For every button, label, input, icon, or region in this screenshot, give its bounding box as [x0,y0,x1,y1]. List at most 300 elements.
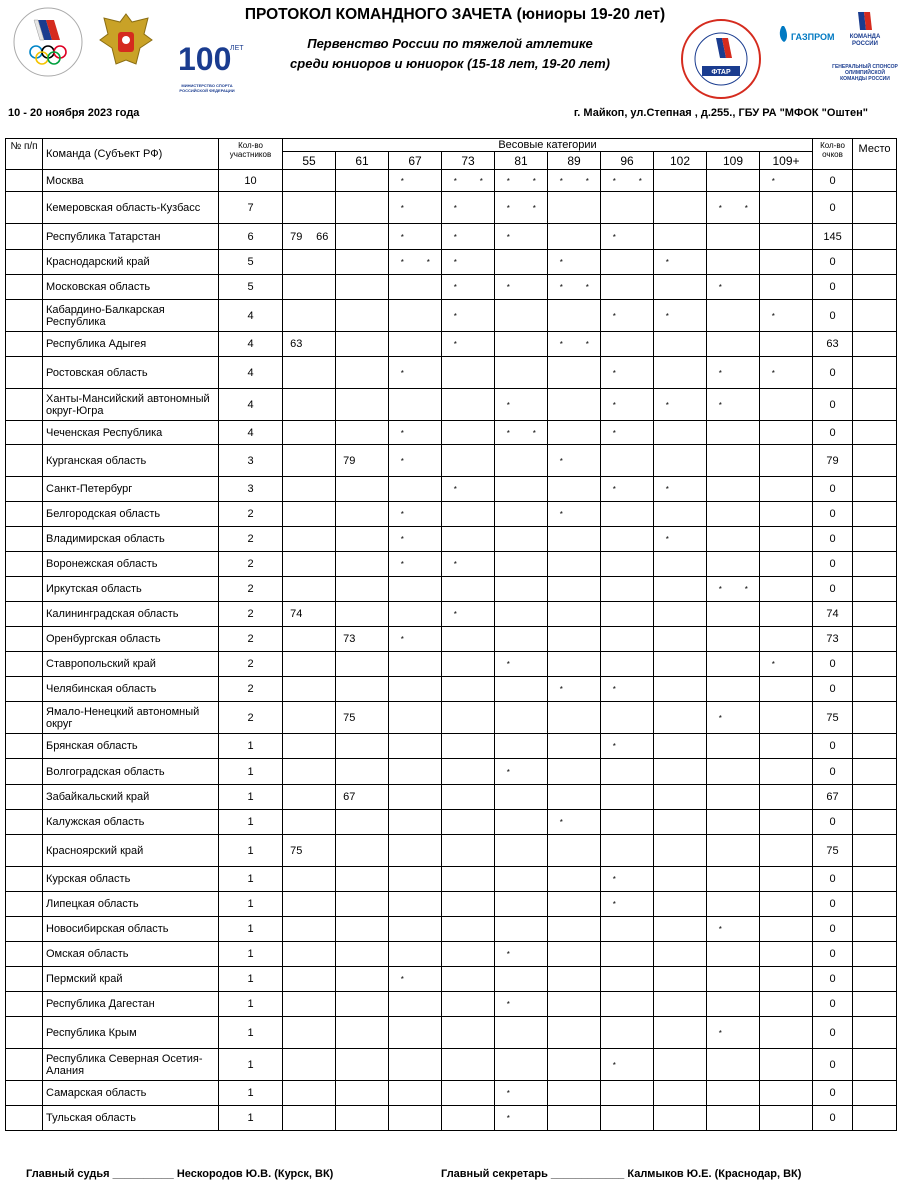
team-place [853,1017,897,1049]
participant-count: 7 [219,192,283,224]
category-cell [363,1017,389,1049]
weight-category-89: 89 [548,152,601,170]
category-cell [495,1017,522,1049]
participant-count: 2 [219,627,283,652]
category-cell [548,552,575,577]
category-cell [654,835,681,867]
category-cell [495,445,522,477]
category-cell [654,527,681,552]
category-cell [734,1017,760,1049]
category-cell [601,734,628,759]
category-cell [363,552,389,577]
category-cell [283,867,310,892]
category-cell [707,389,734,421]
participant-mark: * [612,900,616,909]
category-cell [787,942,813,967]
category-cell [522,734,548,759]
category-cell [548,1106,575,1131]
category-cell [575,527,601,552]
category-cell [522,967,548,992]
category-cell [310,602,336,627]
team-place [853,275,897,300]
category-cell [495,527,522,552]
category-cell [416,652,442,677]
category-cell [283,967,310,992]
category-cell [787,421,813,445]
category-cell [336,170,363,192]
category-cell [760,677,787,702]
category-cell [734,224,760,250]
category-cell [336,942,363,967]
category-cell [283,275,310,300]
russian-olympic-committee-logo [12,6,84,78]
participant-mark: * [453,340,457,349]
table-row [6,1017,897,1049]
category-cell [654,652,681,677]
row-number [6,835,43,867]
category-cell [283,477,310,502]
category-cell [283,677,310,702]
participant-mark: * [506,1114,510,1123]
team-place [853,677,897,702]
team-name: Забайкальский край [43,785,219,810]
category-cell [707,942,734,967]
category-cell [363,867,389,892]
category-cell [389,192,416,224]
category-cell [734,602,760,627]
category-cell [707,835,734,867]
category-cell [548,445,575,477]
category-cell [760,300,787,332]
category-cell [442,602,469,627]
category-cell [628,527,654,552]
category-cell [654,1017,681,1049]
team-place [853,389,897,421]
category-cell [416,759,442,785]
category-cell [628,445,654,477]
participant-mark: * [479,176,483,186]
category-cell [601,835,628,867]
participant-count: 4 [219,421,283,445]
team-name: Республика Татарстан [43,224,219,250]
category-cell [760,734,787,759]
participant-mark: * [744,203,748,213]
category-cell [654,1081,681,1106]
category-cell [495,502,522,527]
category-cell [575,224,601,250]
participant-count: 6 [219,224,283,250]
category-cell [310,502,336,527]
category-cell [283,250,310,275]
team-points: 0 [813,552,853,577]
category-cell [310,552,336,577]
category-cell [310,785,336,810]
category-cell [310,275,336,300]
category-cell [416,552,442,577]
team-place [853,224,897,250]
participant-mark: * [453,176,457,186]
category-cell [389,785,416,810]
category-cell [310,1081,336,1106]
weight-category-109+: 109+ [760,152,813,170]
category-cell [283,527,310,552]
category-cell [336,332,363,357]
category-cell [363,477,389,502]
category-cell [310,389,336,421]
participant-count: 4 [219,357,283,389]
category-cell [628,785,654,810]
team-points: 0 [813,357,853,389]
category-cell [389,332,416,357]
category-cell [628,867,654,892]
team-name: Тульская область [43,1106,219,1131]
row-number [6,917,43,942]
category-cell [575,389,601,421]
participant-mark: * [506,767,510,777]
category-cell [707,602,734,627]
category-cell [734,810,760,835]
category-cell [310,702,336,734]
category-cell [628,810,654,835]
row-number [6,810,43,835]
category-cell [416,250,442,275]
category-cell: 67 [336,785,363,810]
team-points: 0 [813,992,853,1017]
table-header-row [6,139,897,152]
category-cell [310,835,336,867]
category-cell [628,421,654,445]
category-cell [734,627,760,652]
category-cell [310,527,336,552]
team-name: Волгоградская область [43,759,219,785]
sponsor-caption: ГЕНЕРАЛЬНЫЙ СПОНСОР ОЛИМПИЙСКОЙ КОМАНДЫ РОССИИ [832,64,898,82]
category-cell [469,677,495,702]
category-cell [681,275,707,300]
category-cell [310,170,336,192]
category-cell [469,810,495,835]
category-cell [575,275,601,300]
category-cell [681,421,707,445]
category-cell [681,357,707,389]
team-points: 0 [813,759,853,785]
category-cell [442,1049,469,1081]
participant-count: 1 [219,1081,283,1106]
participant-mark: * [665,400,669,410]
category-cell [363,917,389,942]
category-cell [548,170,575,192]
participant-count: 1 [219,759,283,785]
category-cell [336,1017,363,1049]
category-cell [469,627,495,652]
category-cell [336,677,363,702]
category-cell [734,192,760,224]
category-cell [363,992,389,1017]
category-cell [601,942,628,967]
category-cell [522,170,548,192]
category-cell [495,992,522,1017]
team-russia-text: КОМАНДА РОССИИ [849,34,881,47]
participant-count: 1 [219,1017,283,1049]
category-cell [336,577,363,602]
participant-mark: * [506,400,510,410]
category-cell [734,250,760,275]
header-team: Команда (Субъект РФ) [43,139,219,170]
category-cell [787,527,813,552]
category-cell [575,250,601,275]
category-cell [681,652,707,677]
team-place [853,652,897,677]
category-cell [363,652,389,677]
table-row [6,785,897,810]
category-cell [681,702,707,734]
row-number [6,942,43,967]
category-cell [522,357,548,389]
row-number [6,445,43,477]
category-cell [442,502,469,527]
header-num: № п/п [6,139,43,170]
category-cell [469,552,495,577]
category-cell [548,734,575,759]
category-cell [495,332,522,357]
team-name: Белгородская область [43,502,219,527]
category-cell [283,1106,310,1131]
category-cell [575,835,601,867]
category-cell [628,677,654,702]
team-points: 79 [813,445,853,477]
category-cell [336,1081,363,1106]
category-cell [416,527,442,552]
header-place: Место [853,139,897,170]
category-cell [548,421,575,445]
category-cell [628,332,654,357]
category-cell: 66 [310,224,336,250]
category-cell [787,300,813,332]
category-cell [522,445,548,477]
table-row [6,677,897,702]
participant-count: 1 [219,892,283,917]
participant-mark: * [612,685,616,694]
participant-mark: * [532,176,536,186]
row-number [6,867,43,892]
category-cell [575,445,601,477]
category-cell [522,577,548,602]
category-cell [548,527,575,552]
category-cell [760,445,787,477]
category-cell [575,1081,601,1106]
participant-mark: * [506,232,510,242]
category-cell [416,942,442,967]
team-place [853,250,897,275]
row-number [6,702,43,734]
category-cell [522,1081,548,1106]
category-cell [389,1049,416,1081]
category-cell [787,867,813,892]
participant-mark: * [453,311,457,321]
category-cell [681,1017,707,1049]
category-cell [601,759,628,785]
table-row [6,332,897,357]
table-row [6,835,897,867]
category-cell [522,421,548,445]
team-name: Ямало-Ненецкий автономный округ [43,702,219,734]
category-cell [416,892,442,917]
category-cell [336,810,363,835]
category-cell [336,527,363,552]
category-cell [442,992,469,1017]
participant-count: 1 [219,1049,283,1081]
category-cell [654,677,681,702]
category-cell [707,552,734,577]
category-cell [283,652,310,677]
category-cell [310,332,336,357]
category-cell [601,332,628,357]
category-cell [495,577,522,602]
team-place [853,785,897,810]
category-cell [363,892,389,917]
category-cell [601,1017,628,1049]
category-cell [601,652,628,677]
category-cell [416,1106,442,1131]
category-cell [628,1081,654,1106]
category-cell [310,357,336,389]
category-cell [654,992,681,1017]
weight-category-67: 67 [389,152,442,170]
category-cell [787,677,813,702]
category-cell: 75 [283,835,310,867]
weight-category-81: 81 [495,152,548,170]
team-name: Челябинская область [43,677,219,702]
category-cell [601,1081,628,1106]
category-cell [469,702,495,734]
category-cell [734,477,760,502]
category-cell [469,734,495,759]
category-cell [681,170,707,192]
category-cell [283,917,310,942]
category-cell [442,1106,469,1131]
category-cell [601,892,628,917]
participant-mark: * [532,203,536,213]
category-cell [416,785,442,810]
participant-mark: * [665,485,669,494]
category-cell [469,917,495,942]
participant-mark: * [506,176,510,186]
category-cell [495,867,522,892]
category-cell [654,967,681,992]
category-cell [707,1106,734,1131]
category-cell [707,300,734,332]
participant-mark: * [612,232,616,242]
category-cell [681,192,707,224]
team-place [853,357,897,389]
category-cell [416,477,442,502]
category-cell [336,224,363,250]
category-cell [654,602,681,627]
team-name: Кемеровская область-Кузбасс [43,192,219,224]
category-cell [654,892,681,917]
category-cell [548,602,575,627]
team-place [853,552,897,577]
category-cell [760,1049,787,1081]
category-cell [654,502,681,527]
category-cell [760,992,787,1017]
category-cell [389,602,416,627]
category-cell [707,759,734,785]
team-place [853,445,897,477]
svg-text:ФТАР: ФТАР [711,69,731,76]
category-cell [681,867,707,892]
category-cell [654,1049,681,1081]
participant-mark: * [559,283,563,292]
participant-mark: * [400,635,404,644]
category-cell [787,250,813,275]
table-row [6,942,897,967]
category-cell [363,702,389,734]
category-cell [442,224,469,250]
team-name: Иркутская область [43,577,219,602]
category-cell [787,892,813,917]
category-cell [707,1017,734,1049]
category-cell [442,300,469,332]
participant-mark: * [559,176,563,186]
participant-count: 1 [219,867,283,892]
participant-mark: * [506,950,510,959]
category-cell [469,759,495,785]
category-cell [575,702,601,734]
table-row [6,1049,897,1081]
category-cell [760,1017,787,1049]
category-cell [628,275,654,300]
category-cell [469,275,495,300]
category-cell [707,702,734,734]
team-place [853,602,897,627]
category-cell [442,421,469,445]
category-cell [442,192,469,224]
category-cell [575,502,601,527]
team-name: Республика Крым [43,1017,219,1049]
team-place [853,1106,897,1131]
category-cell [760,170,787,192]
category-cell [363,300,389,332]
category-cell [734,552,760,577]
category-cell [601,192,628,224]
category-cell [389,275,416,300]
category-cell [707,967,734,992]
category-cell [389,389,416,421]
category-cell [707,192,734,224]
category-cell [310,477,336,502]
team-place [853,1081,897,1106]
category-cell [787,810,813,835]
category-cell [442,702,469,734]
participant-mark: * [400,510,404,519]
category-cell [734,170,760,192]
participant-mark: * [453,560,457,569]
category-cell [416,1081,442,1106]
category-cell [628,992,654,1017]
participant-mark: * [718,713,722,723]
category-cell [575,1049,601,1081]
category-cell [522,677,548,702]
team-place [853,170,897,192]
category-cell [495,602,522,627]
category-cell [601,170,628,192]
weight-category-55: 55 [283,152,336,170]
category-cell [310,577,336,602]
weight-category-109: 109 [707,152,760,170]
participant-mark: * [718,203,722,213]
category-cell [601,602,628,627]
category-cell [575,332,601,357]
